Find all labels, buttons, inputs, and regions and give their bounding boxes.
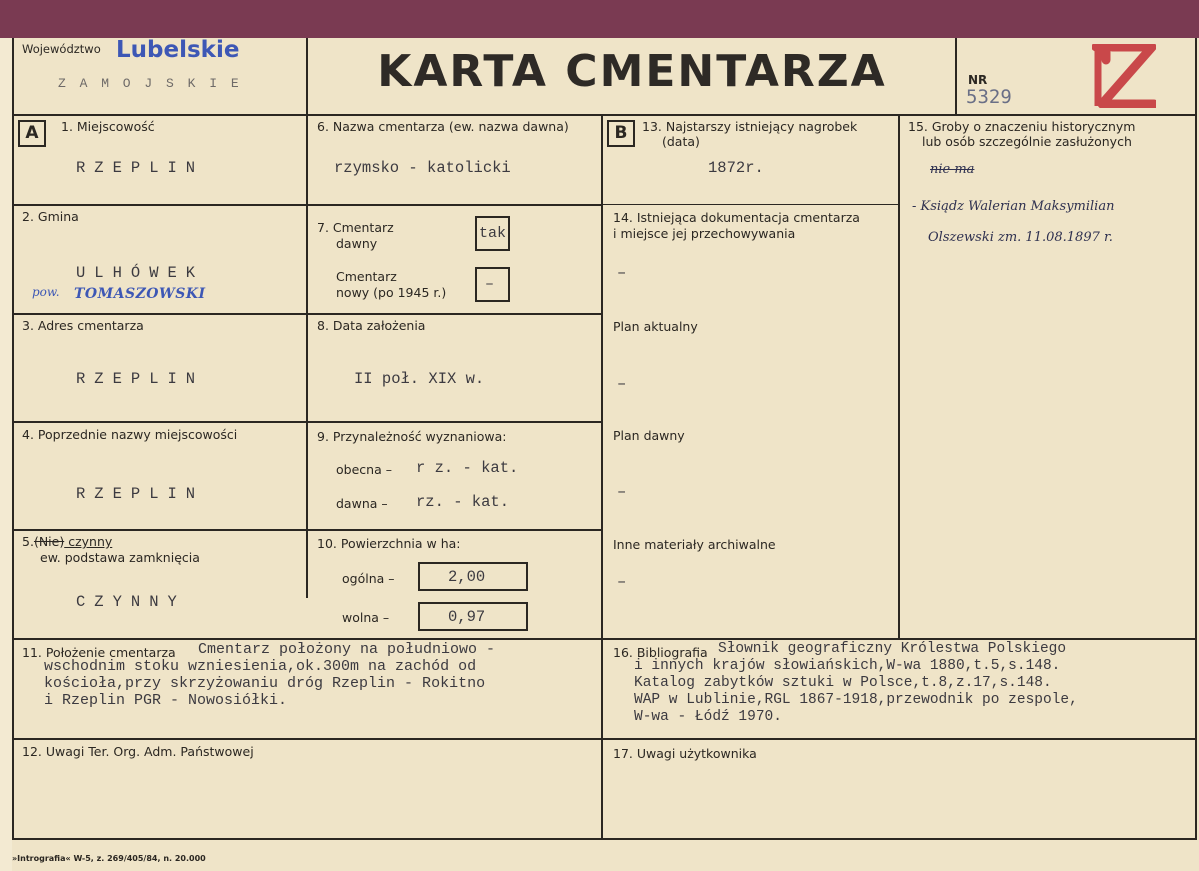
field-16-line-3: Katalog zabytków sztuki w Polsce,t.8,z.17,s.148.	[634, 675, 1052, 691]
voivodeship-stamp: Lubelskie	[116, 37, 240, 63]
archive-label: Inne materiały archiwalne	[613, 537, 776, 552]
field-5-label-rest: czynny	[64, 534, 113, 549]
grid-line	[12, 313, 603, 315]
field-10-free-label: wolna –	[342, 610, 390, 625]
nr-value: 5329	[966, 86, 1012, 108]
field-5-label-line2: ew. podstawa zamknięcia	[40, 550, 200, 565]
field-16-line-4: WAP w Lublinie,RGL 1867-1918,przewodnik po zespole,	[634, 692, 1078, 708]
field-1-label: 1. Miejscowość	[61, 119, 155, 134]
field-3-value: RZEPLIN	[76, 370, 205, 388]
plan-old-value: –	[617, 483, 627, 501]
field-7-new-value: –	[485, 276, 495, 293]
nr-label: NR	[968, 73, 988, 87]
grid-line	[12, 114, 1197, 116]
grid-line	[601, 114, 603, 840]
grid-line	[601, 204, 900, 205]
field-11-line-2: wschodnim stoku wzniesienia,ok.300m na zachód od	[44, 658, 477, 675]
field-7-new-label-1: Cmentarz	[336, 269, 397, 284]
field-9-label: 9. Przynależność wyznaniowa:	[317, 429, 507, 444]
field-16-line-1: Słownik geograficzny Królestwa Polskiego	[718, 641, 1067, 657]
section-b-box: B	[607, 120, 635, 147]
field-11-line-1: Cmentarz położony na południowo -	[198, 641, 496, 658]
field-11-line-3: kościoła,przy skrzyżowaniu dróg Rzeplin - Rokitno	[44, 675, 486, 692]
card-title: KARTA CMENTARZA	[377, 46, 887, 97]
grid-line	[1195, 38, 1197, 840]
field-7-old-box	[475, 216, 510, 251]
field-11-label: 11. Położenie cmentarza	[22, 645, 176, 660]
field-7-new-box	[475, 267, 510, 302]
grid-line	[12, 638, 1197, 640]
field-16-line-2: i innych krajów słowiańskich,W-wa 1880,t.5,s.148.	[634, 658, 1061, 674]
grid-line	[12, 421, 603, 423]
field-16-label: 16. Bibliografia	[613, 645, 708, 660]
field-15-label-1: 15. Groby o znaczeniu historycznym	[908, 119, 1136, 134]
field-17-label: 17. Uwagi użytkownika	[613, 746, 757, 761]
field-9-current-label: obecna –	[336, 462, 392, 477]
field-2-value: ULHÓWEK	[76, 264, 205, 282]
plan-old-label: Plan dawny	[613, 428, 685, 443]
field-9-former-label: dawna –	[336, 496, 388, 511]
grid-line	[898, 114, 900, 640]
field-2-pow-value: TOMASZOWSKI	[74, 286, 206, 302]
grid-line	[12, 529, 603, 531]
field-13-value: 1872r.	[708, 159, 764, 177]
field-7-old-label-1: 7. Cmentarz	[317, 220, 394, 235]
field-12-label: 12. Uwagi Ter. Org. Adm. Państwowej	[22, 744, 254, 759]
field-2-pow-prefix: pow.	[32, 285, 60, 299]
field-15-struck-value: nie ma	[930, 162, 975, 177]
field-10-total-box	[418, 562, 528, 591]
corner-z-mark	[1092, 44, 1156, 108]
corner-mark	[1092, 44, 1156, 108]
grid-line	[12, 738, 1197, 740]
field-7-new-label-2: nowy (po 1945 r.)	[336, 285, 447, 300]
field-16-line-5: W-wa - Łódź 1970.	[634, 709, 782, 725]
plan-current-value: –	[617, 375, 627, 393]
plan-current-label: Plan aktualny	[613, 319, 698, 334]
grid-line	[12, 38, 14, 840]
field-15-hand-line1: - Ksiądz Walerian Maksymilian	[912, 199, 1115, 214]
field-9-current-value: r z. - kat.	[416, 459, 519, 477]
grid-line	[12, 204, 603, 206]
field-14-value: –	[617, 264, 627, 282]
field-4-value: RZEPLIN	[76, 485, 205, 503]
field-7-old-value: tak	[479, 225, 507, 242]
field-10-total-value: 2,00	[448, 568, 486, 586]
field-6-value: rzymsko - katolicki	[334, 159, 511, 177]
field-10-free-box	[418, 602, 528, 631]
field-5-value: CZYNNY	[76, 593, 186, 611]
field-14-label-1: 14. Istniejąca dokumentacja cmentarza	[613, 210, 860, 225]
field-8-label: 8. Data założenia	[317, 318, 426, 333]
section-a-box: A	[18, 120, 46, 147]
field-10-free-value: 0,97	[448, 608, 486, 626]
field-4-label: 4. Poprzednie nazwy miejscowości	[22, 427, 238, 442]
archive-value: –	[617, 573, 627, 591]
cemetery-card	[12, 38, 1199, 871]
field-5-label-num: 5.	[22, 534, 34, 549]
field-11-line-4: i Rzeplin PGR - Nowosiółki.	[44, 692, 288, 709]
field-5-label	[22, 534, 112, 549]
field-2-label: 2. Gmina	[22, 209, 79, 224]
field-7-old-label-2: dawny	[336, 236, 378, 251]
grid-line	[306, 38, 308, 598]
field-9-former-value: rz. - kat.	[416, 493, 510, 511]
field-13-label-2: (data)	[662, 134, 700, 149]
field-15-label-2: lub osób szczególnie zasłużonych	[922, 134, 1132, 149]
printer-footer: »Intrografia« W-5, z. 269/405/84, n. 20.000	[12, 854, 206, 863]
grid-line	[12, 838, 1197, 840]
field-1-value: RZEPLIN	[76, 159, 205, 177]
field-13-label-1: 13. Najstarszy istniejący nagrobek	[642, 119, 858, 134]
field-3-label: 3. Adres cmentarza	[22, 318, 144, 333]
voivodeship-typed: Z A M O J S K I E	[58, 76, 242, 91]
field-6-label: 6. Nazwa cmentarza (ew. nazwa dawna)	[317, 119, 569, 134]
field-14-label-2: i miejsce jej przechowywania	[613, 226, 796, 241]
grid-line	[955, 38, 957, 116]
voivodeship-label: Województwo	[22, 42, 101, 56]
field-10-total-label: ogólna –	[342, 571, 395, 586]
field-10-label: 10. Powierzchnia w ha:	[317, 536, 461, 551]
top-edge-band	[0, 0, 1199, 38]
field-15-hand-line2: Olszewski zm. 11.08.1897 r.	[928, 230, 1113, 245]
field-8-value: II poł. XIX w.	[354, 370, 485, 388]
field-5-label-struck: (Nie)	[33, 534, 65, 549]
